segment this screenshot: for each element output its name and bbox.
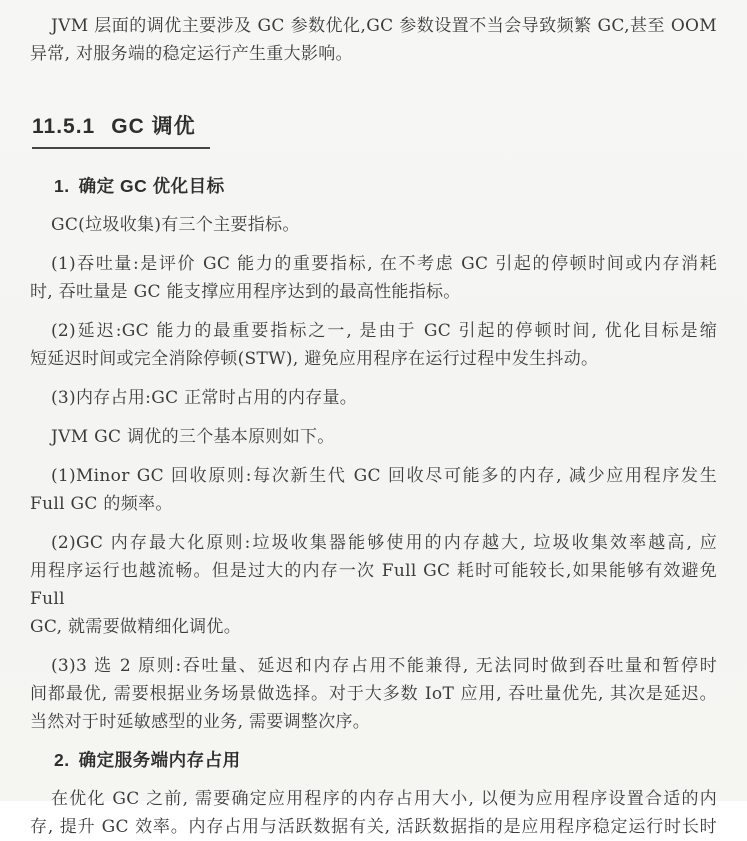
paragraph-line: (3)内存占用:GC 正常时占用的内存量。 <box>51 388 358 408</box>
paragraph-line: 短延迟时间或完全消除停顿(STW), 避免应用程序在运行过程中发生抖动。 <box>30 349 599 369</box>
paragraph-line: (1)Minor GC 回收原则:每次新生代 GC 回收尽可能多的内存, 减少应用程序发生 <box>51 466 717 486</box>
throughput-paragraph <box>30 250 717 306</box>
paragraph-line: (2)延迟:GC 能力的最重要指标之一, 是由于 GC 引起的停顿时间, 优化目标是缩 <box>51 321 717 341</box>
principles-paragraph <box>30 423 717 451</box>
paragraph-line: 异常, 对服务端的稳定运行产生重大影响。 <box>30 44 353 64</box>
intro-paragraph <box>30 12 717 68</box>
latency-paragraph <box>30 317 717 373</box>
paragraph-line: Full GC 的频率。 <box>30 494 173 514</box>
paragraph-line: 存, 提升 GC 效率。内存占用与活跃数据有关, 活跃数据指的是应用程序稳定运行时长时 <box>30 817 717 837</box>
max-memory-paragraph <box>30 529 717 641</box>
paragraph-line: JVM GC 调优的三个基本原则如下。 <box>51 427 335 447</box>
subheading-number: 1. <box>54 176 70 196</box>
pick-two-paragraph <box>30 652 717 736</box>
paragraph-line: 时, 吞吐量是 GC 能支撑应用程序达到的最高性能指标。 <box>30 282 461 302</box>
section-heading <box>32 110 717 149</box>
section-number: 11.5.1 <box>32 115 96 138</box>
paragraph-line: 用程序运行也越流畅。但是过大的内存一次 Full GC 耗时可能较长,如果能够有效避免 Full <box>30 561 717 609</box>
subheading-server-memory <box>30 747 717 773</box>
paragraph-line: 当然对于时延敏感型的业务, 需要调整次序。 <box>30 712 371 732</box>
section-title: GC 调优 <box>111 115 196 138</box>
subheading-gc-goals <box>30 173 717 199</box>
minor-gc-paragraph <box>30 462 717 518</box>
paragraph-line: (1)吞吐量:是评价 GC 能力的重要指标, 在不考虑 GC 引起的停顿时间或内存消耗 <box>51 254 717 274</box>
subheading-number: 2. <box>54 750 70 770</box>
server-memory-paragraph <box>30 785 717 841</box>
paragraph-line: 在优化 GC 之前, 需要确定应用程序的内存占用大小, 以便为应用程序设置合适的内 <box>51 789 717 809</box>
paragraph-line: 间都最优, 需要根据业务场景做选择。对于大多数 IoT 应用, 吞吐量优先, 其次是延迟。 <box>30 684 717 704</box>
section-heading-underlined <box>32 110 210 149</box>
paragraph-line: (3)3 选 2 原则:吞吐量、延迟和内存占用不能兼得, 无法同时做到吞吐量和暂停时 <box>51 656 717 676</box>
paragraph-line: GC(垃圾收集)有三个主要指标。 <box>51 215 300 235</box>
subheading-title: 确定服务端内存占用 <box>78 750 241 770</box>
paragraph-line: GC, 就需要做精细化调优。 <box>30 617 241 637</box>
paragraph-line: JVM 层面的调优主要涉及 GC 参数优化,GC 参数设置不当会导致频繁 GC,甚至 OOM <box>51 16 717 36</box>
footprint-paragraph <box>30 384 717 412</box>
subheading-title: 确定 GC 优化目标 <box>78 176 225 196</box>
paragraph-line: (2)GC 内存最大化原则:垃圾收集器能够使用的内存越大, 垃圾收集效率越高, 应 <box>51 533 717 553</box>
metrics-paragraph <box>30 211 717 239</box>
